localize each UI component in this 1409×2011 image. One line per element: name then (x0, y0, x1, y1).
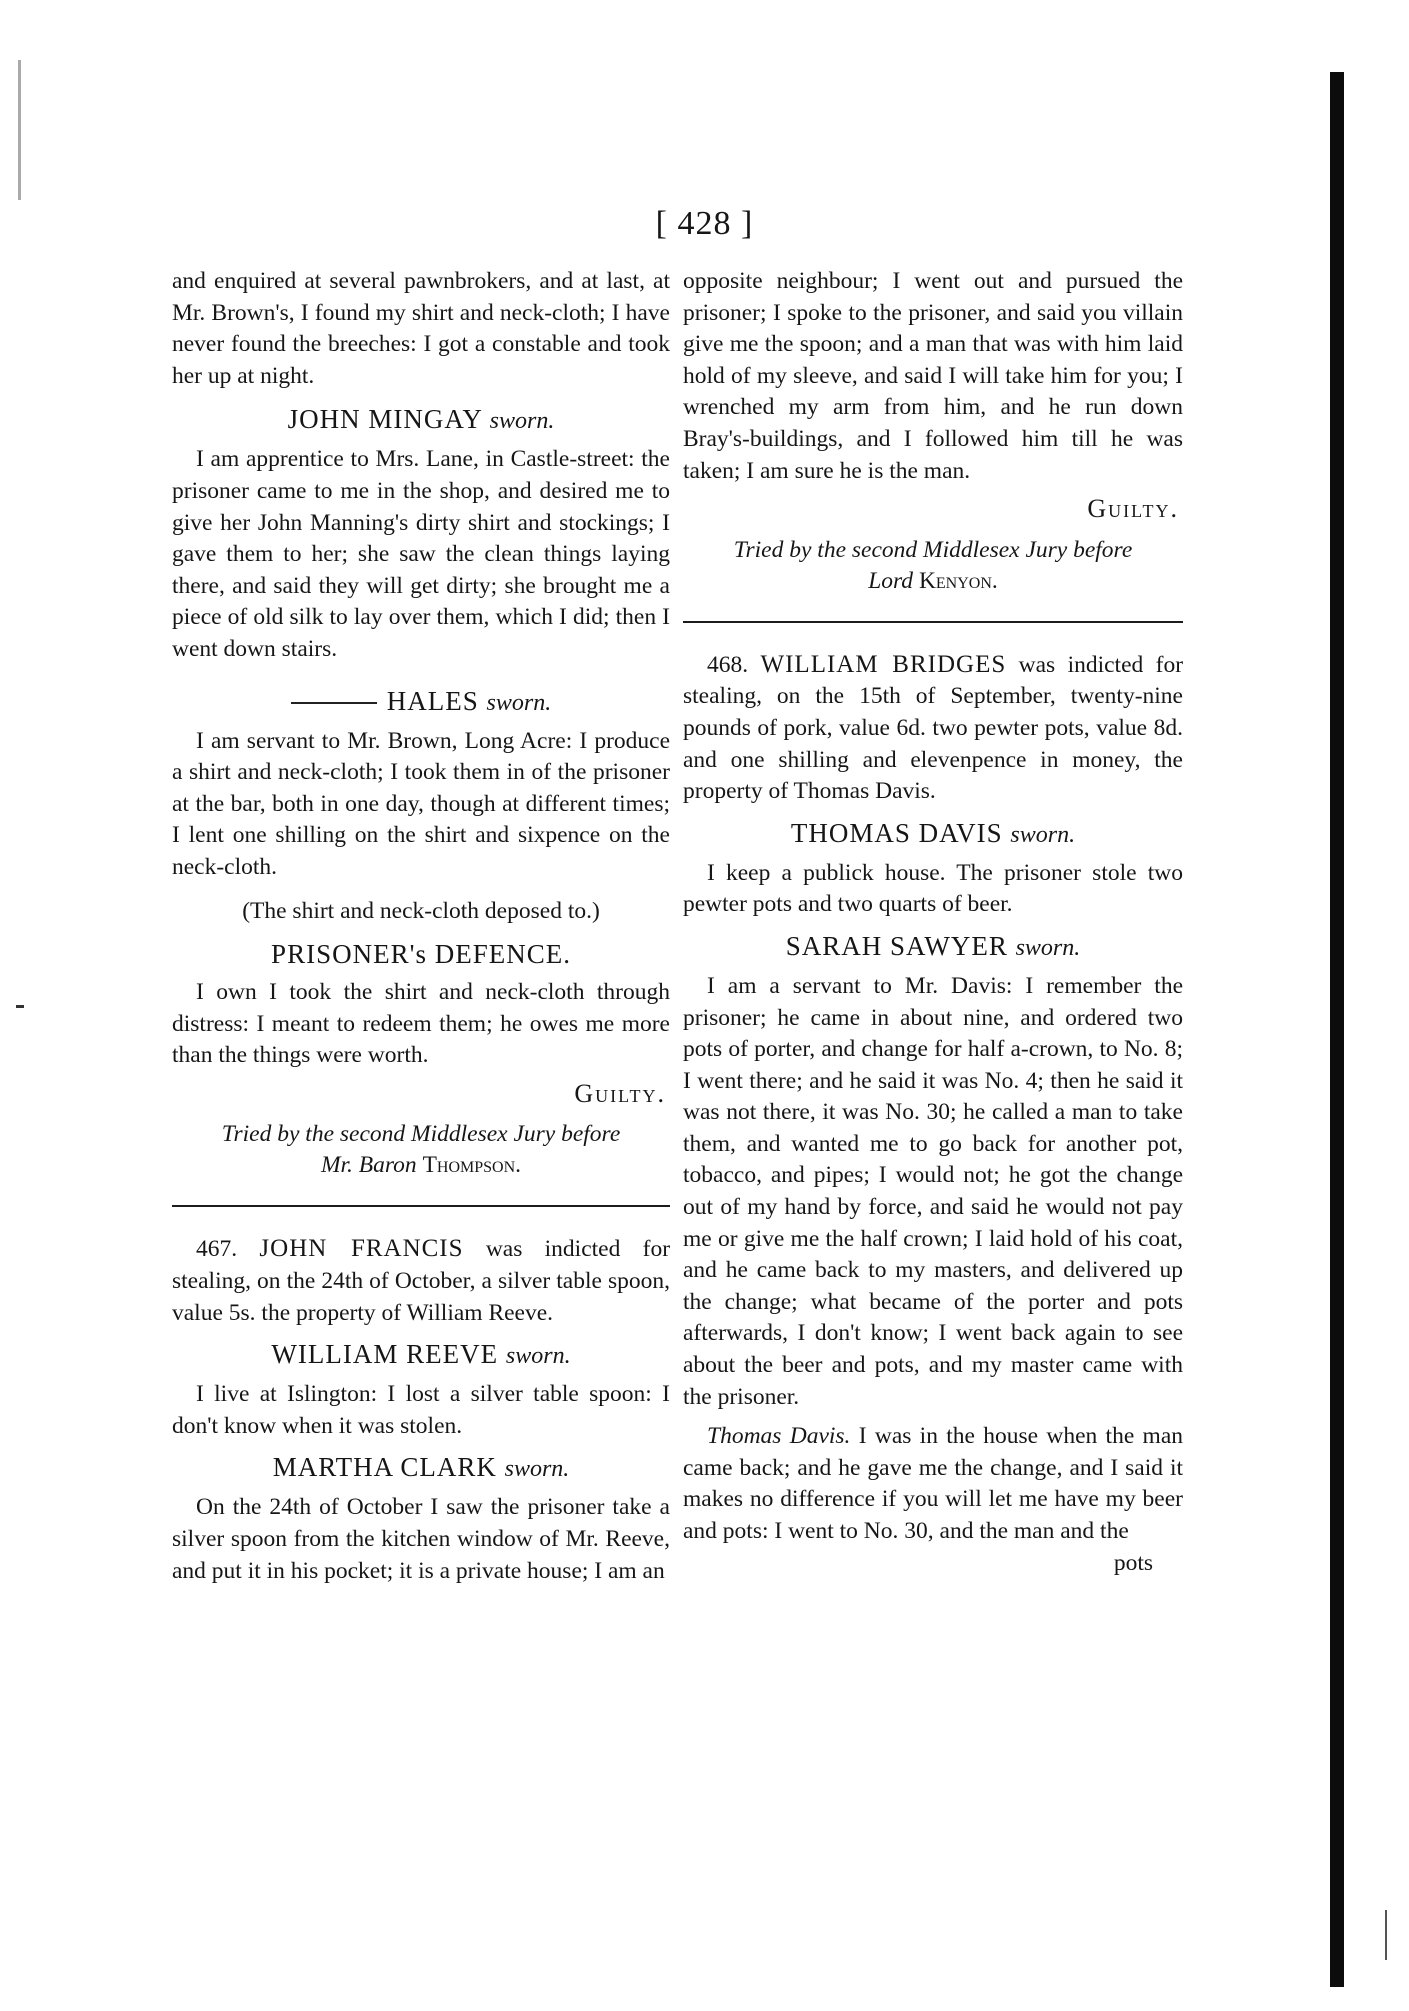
right-column (683, 266, 1183, 1579)
testimony: I keep a publick house. The prisoner stole two pewter pots and two quarts of beer. (683, 859, 1183, 918)
witness-heading (683, 816, 1183, 852)
sworn-label: sworn. (505, 1343, 571, 1370)
witness-name: WILLIAM REEVE (271, 1339, 499, 1370)
left-column (172, 266, 670, 1587)
case-number: 468. (707, 651, 749, 678)
witness-name: MARTHA CLARK (272, 1452, 497, 1483)
judge-name: Kenyon. (918, 567, 998, 594)
margin-mark-small (16, 1005, 24, 1008)
testimony: I am a servant to Mr. Davis: I remember the prisoner; he came in about nine, and ordered two pots of porter, and change for half a-crown, to No. 8; I went there; and he said it was No. 4; then he said it was not there, it was No. 30; he called a man to take them, and wanted me to go back for another pot, tobacco, and pipes; I would not; he got the change out of my hand by force, and said he would not pay me or give me the half crown; I laid hold of his coat, and he came back to my masters, and delivered up the change; what became of the porter and pots afterwards, I don't know; I went back again to see about the beer and pots, and my master came with the prisoner. (683, 972, 1183, 1410)
case-divider (683, 621, 1183, 623)
indictment-text: was indicted for stealing, on the 24th of October, a silver table spoon, value 5s. the property of William Reeve. (172, 1236, 671, 1326)
name-dash (291, 702, 377, 704)
speaker-name: Thomas Davis. (707, 1423, 851, 1450)
witness-name: THOMAS DAVIS (790, 817, 1003, 848)
trial-note (683, 535, 1183, 597)
testimony-continued: opposite neighbour; I went out and pursued the prisoner; I spoke to the prisoner, and said you villain give me the spoon; and a man that was with him laid hold of my sleeve, and said I will take him for you; I wrenched my arm from him, and he run down Bray's-buildings, and I followed him till he was taken; I am sure he is the man. (683, 268, 1183, 484)
case-divider (172, 1205, 670, 1207)
case-intro (683, 649, 1183, 808)
witness-heading (172, 402, 670, 438)
witness-name: SARAH SAWYER (785, 930, 1008, 961)
witness-heading (172, 684, 670, 720)
testimony-text: I was in the house when the man came back; and he gave me the change, and I said it makes no difference if you will let me have my beer and pots: I went to No. 30, and the man and the (683, 1423, 1184, 1544)
indictment-text: was indicted for stealing, on the 15th of September, twenty-nine pounds of pork, value 6d. two pewter pots, value 8d. and one shilling and elevenpence in money, the property of Thomas Davis. (683, 651, 1184, 805)
testimony: I am apprentice to Mrs. Lane, in Castle-street: the prisoner came to me in the shop, and desired me to give her John Manning's dirty shirt and stockings; I gave them to her; she saw the clean things laying there, and said they will get dirty; she brought me a piece of old silk to lay over them, which I did; then I went down stairs. (172, 446, 670, 662)
defence-heading: PRISONER's DEFENCE. (271, 939, 571, 970)
sworn-label: sworn. (1010, 821, 1076, 848)
witness-heading (172, 1450, 670, 1486)
testimony: I am servant to Mr. Brown, Long Acre: I produce a shirt and neck-cloth; I took them in of the prisoner at the bar, both in one day, though at different times; I lent one shilling on the shirt and sixpence on the neck-cloth. (172, 727, 670, 880)
margin-mark (1385, 1910, 1387, 1960)
witness-heading (172, 1337, 670, 1373)
deposition-note: (The shirt and neck-cloth deposed to.) (242, 897, 600, 924)
verdict: Guilty. (574, 1078, 666, 1108)
judge-title: Lord (868, 567, 914, 594)
judge-title: Mr. Baron (320, 1152, 417, 1179)
trial-note-line: Tried by the second Middlesex Jury before (221, 1121, 621, 1148)
sworn-label: sworn. (486, 689, 552, 716)
defendant-name: JOHN FRANCIS (259, 1235, 464, 1263)
witness-heading (683, 929, 1183, 965)
page-number: [ 428 ] (655, 205, 754, 242)
testimony: On the 24th of October I saw the prisoner take a silver spoon from the kitchen window of Mr. Reeve, and put it in his pocket; it is a private house; I am an (172, 1494, 670, 1584)
testimony: I live at Islington: I lost a silver table spoon: I don't know when it was stolen. (172, 1381, 670, 1439)
testimony (683, 1421, 1183, 1547)
defendant-name: WILLIAM BRIDGES (760, 650, 1007, 678)
defence-text: I own I took the shirt and neck-cloth through distress: I meant to redeem them; he owes me more than the things were worth. (172, 979, 670, 1069)
verdict: Guilty. (1087, 494, 1179, 524)
paragraph: and enquired at several pawnbrokers, and at last, at Mr. Brown's, I found my shirt and neck-cloth; I have never found the breeches: I got a constable and took her up at night. (172, 268, 670, 389)
witness-name: HALES (386, 685, 479, 716)
page-edge-shadow (1330, 72, 1344, 1987)
sworn-label: sworn. (489, 408, 555, 435)
trial-note-line: Tried by the second Middlesex Jury before (733, 536, 1133, 563)
sworn-label: sworn. (1015, 934, 1081, 961)
case-intro (172, 1233, 670, 1329)
witness-name: JOHN MINGAY (287, 404, 482, 435)
trial-note (172, 1119, 670, 1181)
case-number: 467. (196, 1236, 238, 1263)
judge-name: Thompson. (422, 1152, 522, 1179)
sworn-label: sworn. (504, 1456, 570, 1483)
catchword: pots (1113, 1549, 1153, 1576)
left-margin-speckle (18, 60, 21, 200)
